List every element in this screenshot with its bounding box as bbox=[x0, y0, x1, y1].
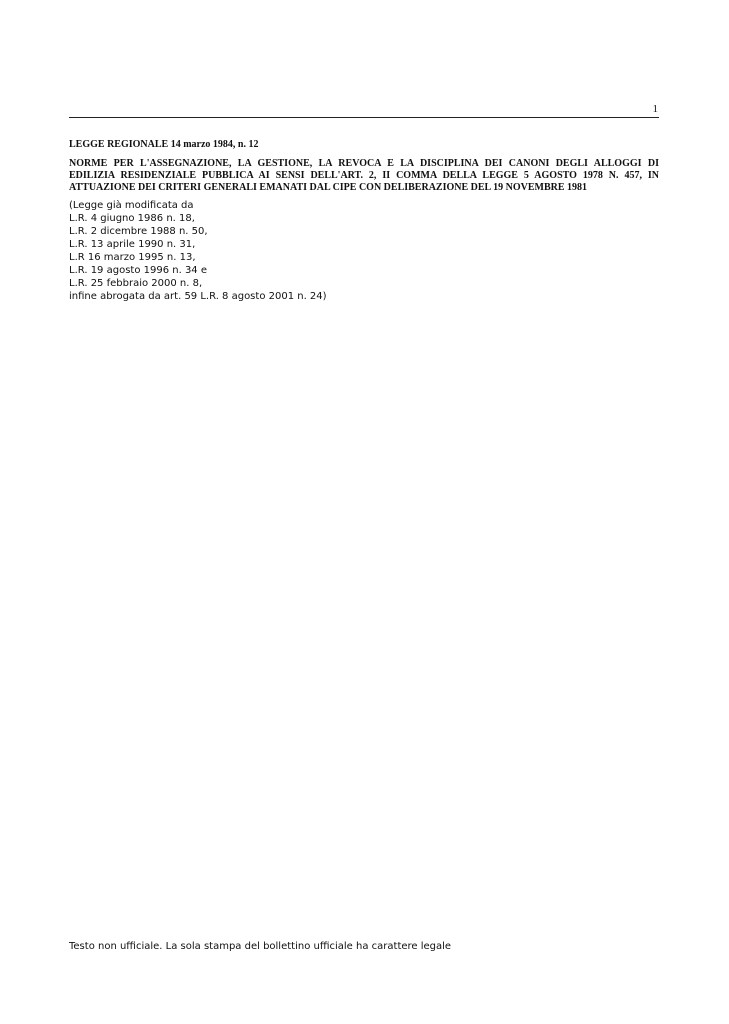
modification-line: L.R 16 marzo 1995 n. 13, bbox=[69, 252, 196, 263]
header-rule bbox=[69, 117, 659, 118]
law-subject-line: ATTUAZIONE DEI CRITERI GENERALI EMANATI DAL CIPE CON DELIBERAZIONE DEL 19 NOVEMBRE 1981 bbox=[69, 182, 588, 193]
modification-line: L.R. 2 dicembre 1988 n. 50, bbox=[69, 226, 208, 237]
modification-line: L.R. 13 aprile 1990 n. 31, bbox=[69, 239, 196, 250]
modification-line: L.R. 25 febbraio 2000 n. 8, bbox=[69, 278, 203, 289]
modification-line: (Legge già modificata da bbox=[69, 200, 194, 211]
law-subject-line: EDILIZIA RESIDENZIALE PUBBLICA AI SENSI DELL'ART. 2, II COMMA DELLA LEGGE 5 AGOSTO 1978 N. 457, IN bbox=[69, 170, 659, 181]
law-title: LEGGE REGIONALE 14 marzo 1984, n. 12 bbox=[69, 139, 259, 150]
modification-line: L.R. 19 agosto 1996 n. 34 e bbox=[69, 265, 208, 276]
law-subject-line: NORME PER L'ASSEGNAZIONE, LA GESTIONE, LA REVOCA E LA DISCIPLINA DEI CANONI DEGLI ALLOGGI DI bbox=[69, 158, 659, 169]
law-subject bbox=[69, 158, 659, 194]
footer-disclaimer: Testo non ufficiale. La sola stampa del bollettino ufficiale ha carattere legale bbox=[69, 941, 452, 952]
modifications-list bbox=[69, 199, 327, 303]
modification-line: infine abrogata da art. 59 L.R. 8 agosto 2001 n. 24) bbox=[69, 291, 327, 302]
page-number: 1 bbox=[652, 103, 658, 115]
modification-line: L.R. 4 giugno 1986 n. 18, bbox=[69, 213, 195, 224]
